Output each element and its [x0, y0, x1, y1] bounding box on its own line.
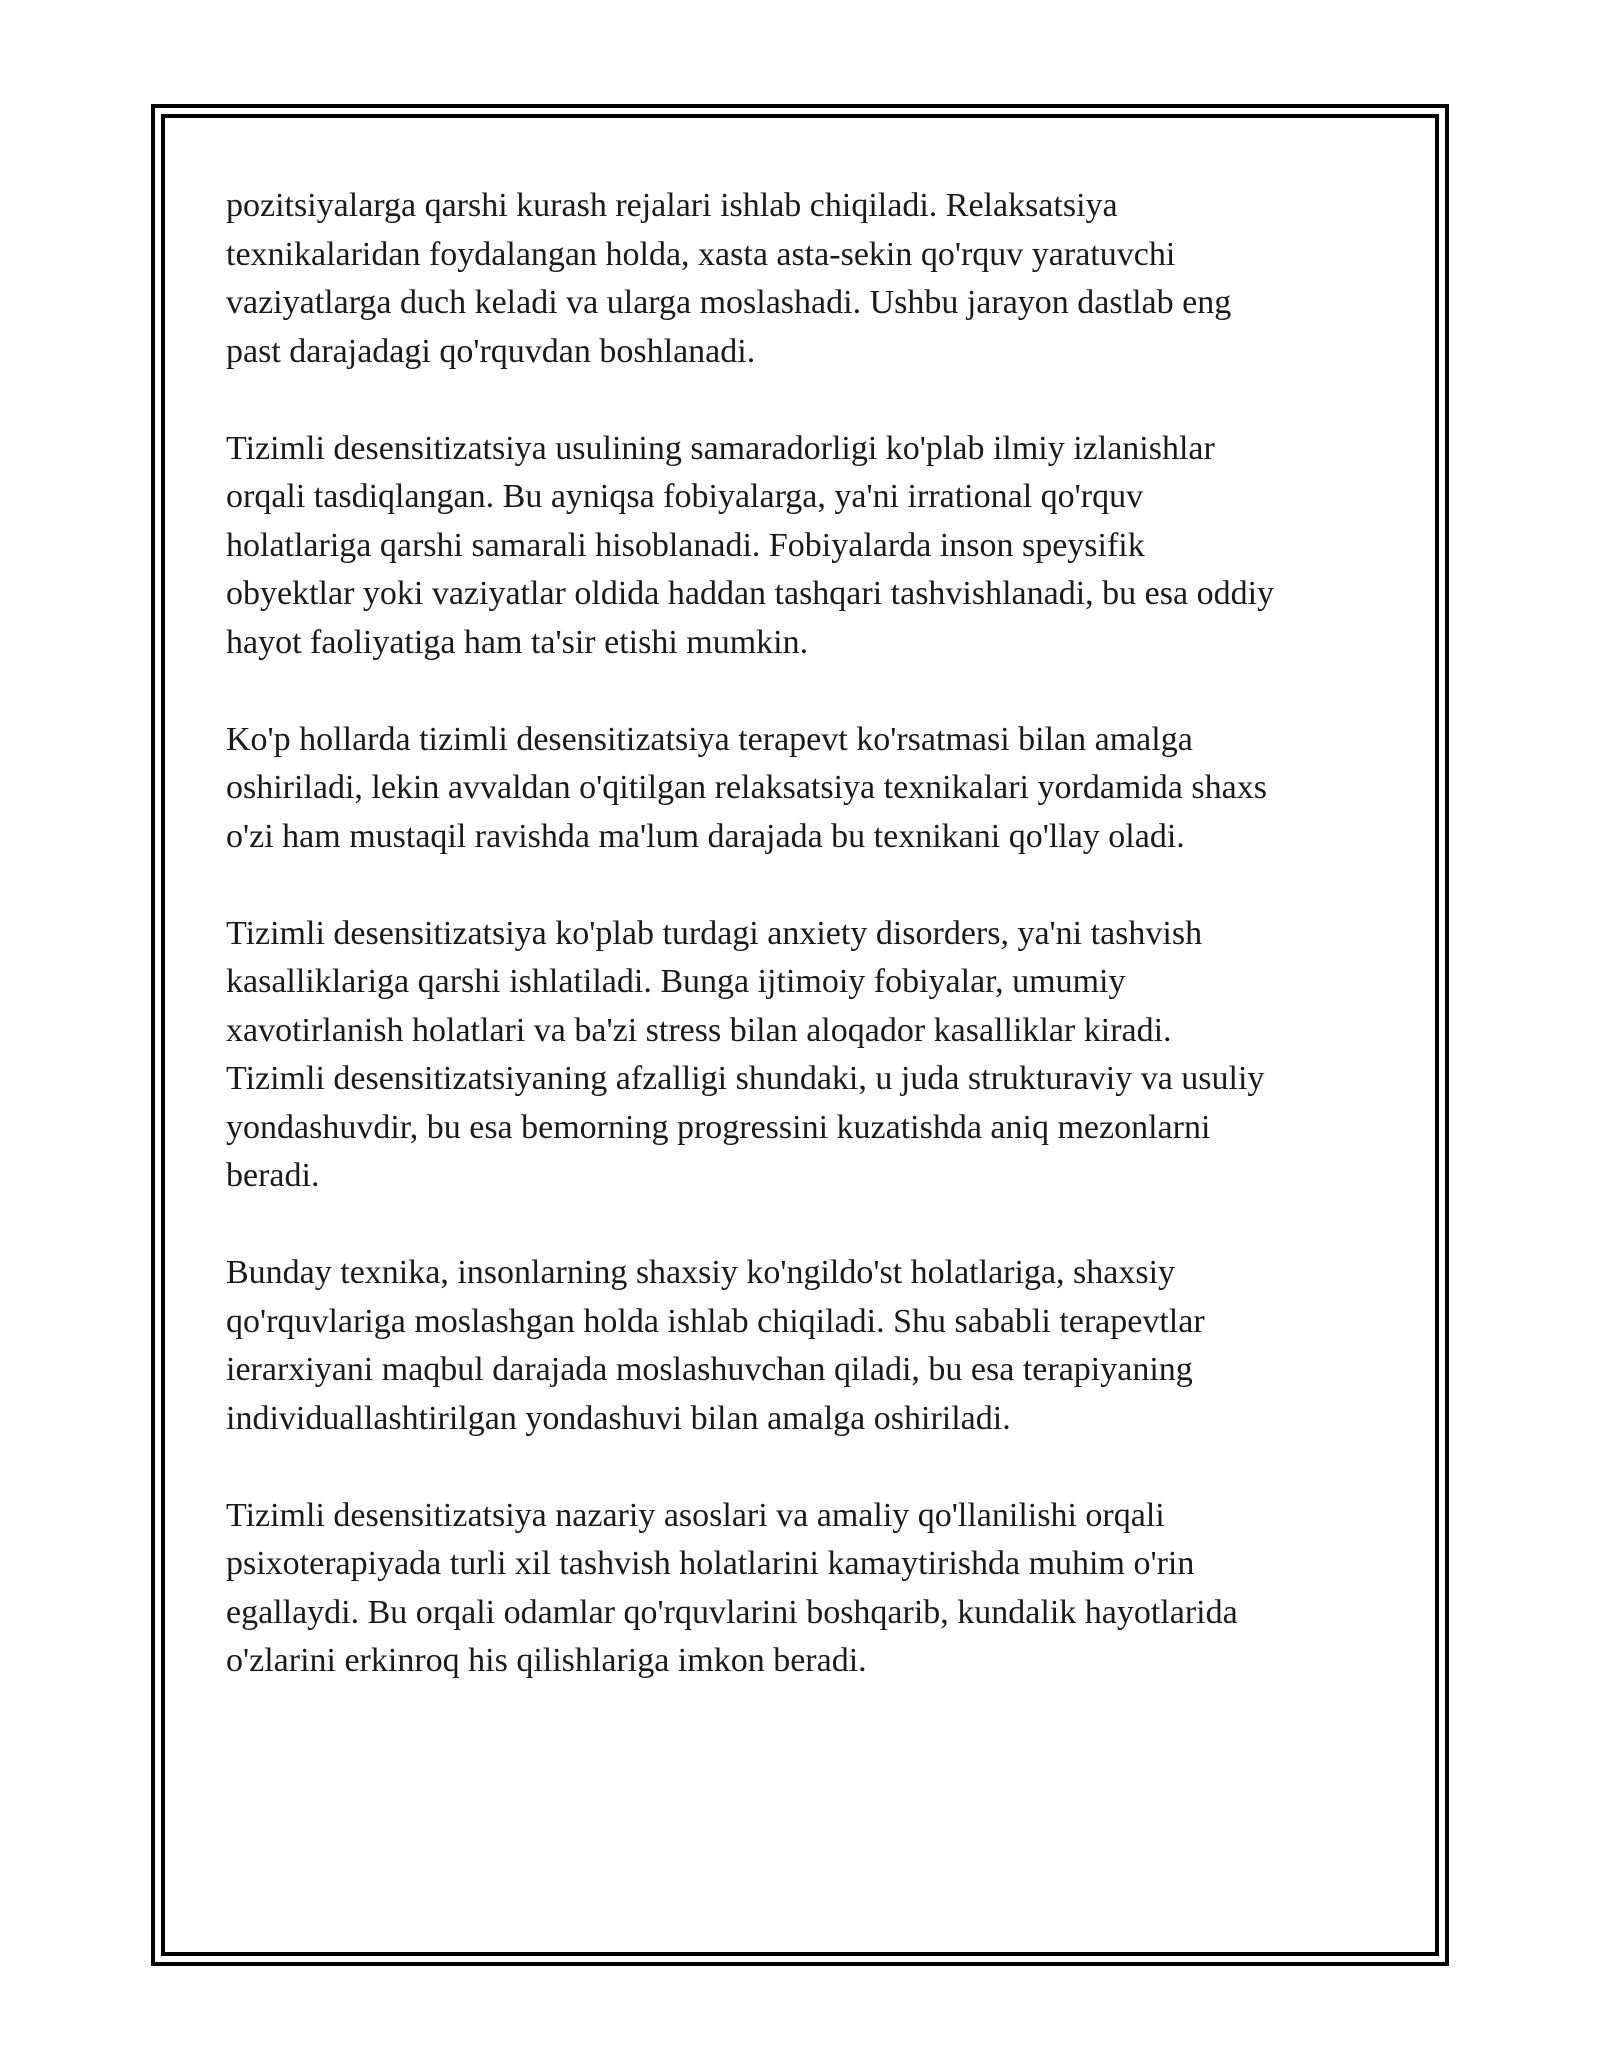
text-line: pozitsiyalarga qarshi kurash rejalari ishlab chiqiladi. Relaksatsiya [226, 187, 1118, 224]
text-line: o'zi ham mustaqil ravishda ma'lum darajada bu texnikani qo'llay oladi. [226, 817, 1185, 855]
paragraph-3 [226, 716, 1386, 862]
text-line: vaziyatlarga duch keladi va ularga moslashadi. Ushbu jarayon dastlab eng [226, 284, 1232, 321]
text-line: Tizimli desensitizatsiya nazariy asoslari va amaliy qo'llanilishi orqali [226, 1496, 1165, 1534]
text-line: Tizimli desensitizatsiyaning afzalligi shundaki, u juda strukturaviy va usuliy [226, 1060, 1265, 1097]
text-line: orqali tasdiqlangan. Bu ayniqsa fobiyalarga, ya'ni irrational qo'rquv [226, 478, 1144, 515]
text-line: xavotirlanish holatlari va ba'zi stress bilan aloqador kasalliklar kiradi. [226, 1011, 1172, 1049]
text-line: o'zlarini erkinroq his qilishlariga imkon beradi. [226, 1642, 867, 1679]
paragraph-6 [226, 1492, 1386, 1686]
text-line: Tizimli desensitizatsiya ko'plab turdagi anxiety disorders, ya'ni tashvish [226, 914, 1203, 952]
text-line: hayot faoliyatiga ham ta'sir etishi mumkin. [226, 623, 809, 661]
paragraph-5 [226, 1249, 1386, 1443]
text-line: Tizimli desensitizatsiya usulining samaradorligi ko'plab ilmiy izlanishlar [226, 429, 1215, 467]
paragraph-1 [226, 182, 1386, 376]
text-line: holatlariga qarshi samarali hisoblanadi. Fobiyalarda inson speysifik [226, 526, 1145, 564]
text-line: texnikalaridan foydalangan holda, xasta asta-sekin qo'rquv yaratuvchi [226, 235, 1176, 273]
text-line: psixoterapiyada turli xil tashvish holatlarini kamaytirishda muhim o'rin [226, 1545, 1195, 1582]
text-line: obyektlar yoki vaziyatlar oldida haddan tashqari tashvishlanadi, bu esa oddiy [226, 575, 1275, 612]
text-line: ierarxiyani maqbul darajada moslashuvchan qiladi, bu esa terapiyaning [226, 1351, 1193, 1388]
text-line: Ko'p hollarda tizimli desensitizatsiya terapevt ko'rsatmasi bilan amalga [226, 720, 1193, 758]
document-body [226, 182, 1386, 1734]
text-line: yondashuvdir, bu esa bemorning progressini kuzatishda aniq mezonlarni [226, 1108, 1211, 1146]
text-line: Bunday texnika, insonlarning shaxsiy ko'ngildo'st holatlariga, shaxsiy [226, 1254, 1176, 1291]
text-line: past darajadagi qo'rquvdan boshlanadi. [226, 332, 756, 370]
paragraph-2 [226, 425, 1386, 668]
text-line: individuallashtirilgan yondashuvi bilan amalga oshiriladi. [226, 1399, 1011, 1437]
text-line: kasalliklariga qarshi ishlatiladi. Bunga ijtimoiy fobiyalar, umumiy [226, 963, 1126, 1000]
text-line: egallaydi. Bu orqali odamlar qo'rquvlarini boshqarib, kundalik hayotlarida [226, 1593, 1238, 1631]
text-line: qo'rquvlariga moslashgan holda ishlab chiqiladi. Shu sababli terapevtlar [226, 1302, 1205, 1340]
text-line: beradi. [226, 1157, 320, 1194]
text-line: oshiriladi, lekin avvaldan o'qitilgan relaksatsiya texnikalari yordamida shaxs [226, 769, 1267, 806]
paragraph-4 [226, 910, 1386, 1201]
